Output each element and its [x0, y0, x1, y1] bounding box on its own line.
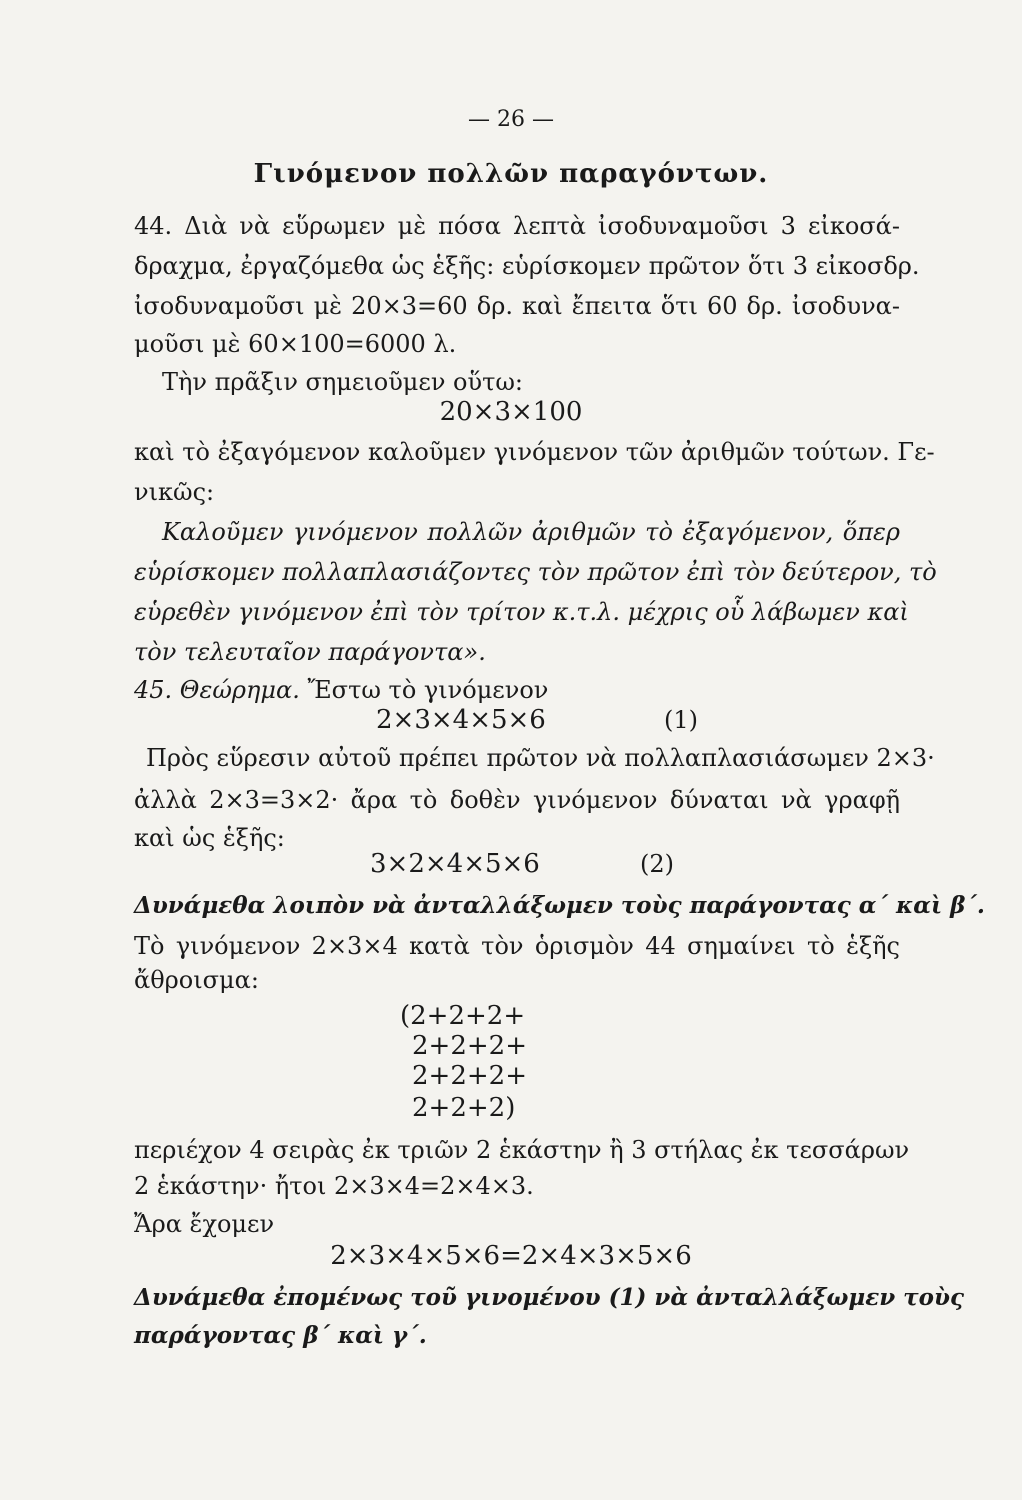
- definition-line-3: εὑρεθὲν γινόμενον ἐπὶ τὸν τρίτον κ.τ.λ. μέχρις οὗ λάβωμεν καὶ: [134, 598, 909, 626]
- sum-row-4: 2+2+2): [412, 1093, 516, 1123]
- s44-line-3: ἰσοδυναμοῦσι μὲ 20×3=60 δρ. καὶ ἔπειτα ὅτι 60 δρ. ἰσοδυνα-: [134, 292, 900, 320]
- sum-row-2: 2+2+2+: [412, 1031, 527, 1061]
- s45-line-1-rest: Ἔστω τὸ γινόμενον: [307, 676, 549, 704]
- statement-2-line-2: παράγοντας β΄ καὶ γ΄.: [134, 1322, 427, 1349]
- formula-3: 2×3×4×5×6=2×4×3×5×6: [330, 1241, 692, 1271]
- s44-formula: 20×3×100: [439, 397, 583, 427]
- s44-line-4: μοῦσι μὲ 60×100=6000 λ.: [134, 330, 457, 358]
- s45-line-6: ἄθροισμα:: [134, 966, 259, 994]
- sum-row-1: (2+2+2+: [400, 1001, 526, 1031]
- formula-1-number: (1): [664, 706, 698, 734]
- s45-line-4: καὶ ὡς ἑξῆς:: [134, 824, 285, 852]
- s44-line-7: νικῶς:: [134, 478, 215, 506]
- definition-line-2: εὑρίσκομεν πολλαπλασιάζοντες τὸν πρῶτον ἐπὶ τὸν δεύτερον, τὸ: [134, 558, 937, 586]
- s45-line-5: Τὸ γινόμενον 2×3×4 κατὰ τὸν ὁρισμὸν 44 σημαίνει τὸ ἑξῆς: [134, 932, 900, 960]
- s44-line-2: δραχμα, ἐργαζόμεθα ὡς ἑξῆς: εὑρίσκομεν πρῶτον ὅτι 3 εἰκοσδρ.: [134, 252, 920, 280]
- sum-row-3: 2+2+2+: [412, 1061, 527, 1091]
- s45-line-3: ἀλλὰ 2×3=3×2· ἄρα τὸ δοθὲν γινόμενον δύναται νὰ γραφῇ: [134, 786, 900, 814]
- s45-line-2: Πρὸς εὕρεσιν αὐτοῦ πρέπει πρῶτον νὰ πολλαπλασιάσωμεν 2×3·: [146, 744, 935, 772]
- theorem-label: 45. Θεώρημα.: [134, 676, 300, 704]
- statement-2-line-1: Δυνάμεθα ἐπομένως τοῦ γινομένου (1) νὰ ἀνταλλάξωμεν τοὺς: [134, 1284, 964, 1311]
- page-number: — 26 —: [468, 107, 554, 132]
- s44-line-6: καὶ τὸ ἐξαγόμενον καλοῦμεν γινόμενον τῶν ἀριθμῶν τούτων. Γε-: [134, 438, 935, 466]
- s45-line-9: Ἄρα ἔχομεν: [134, 1210, 275, 1238]
- s45-line-1: [134, 674, 548, 706]
- s44-line-5: Τὴν πρᾶξιν σημειοῦμεν οὕτω:: [162, 368, 524, 396]
- s45-line-7: περιέχον 4 σειρὰς ἐκ τριῶν 2 ἑκάστην ἢ 3 στήλας ἐκ τεσσάρων: [134, 1136, 910, 1164]
- formula-2-number: (2): [640, 850, 674, 878]
- definition-line-4: τὸν τελευταῖον παράγοντα».: [134, 638, 486, 666]
- section-heading: Γινόμενον πολλῶν παραγόντων.: [253, 159, 769, 189]
- s45-line-8: 2 ἑκάστην· ἤτοι 2×3×4=2×4×3.: [134, 1172, 534, 1200]
- s44-line-1: 44. Διὰ νὰ εὕρωμεν μὲ πόσα λεπτὰ ἰσοδυναμοῦσι 3 εἰκοσά-: [134, 212, 900, 240]
- statement-1: Δυνάμεθα λοιπὸν νὰ ἀνταλλάξωμεν τοὺς παράγοντας α΄ καὶ β΄.: [134, 892, 985, 919]
- definition-line-1: Καλοῦμεν γινόμενον πολλῶν ἀριθμῶν τὸ ἐξαγόμενον, ὅπερ: [162, 518, 900, 546]
- formula-2: 3×2×4×5×6: [370, 849, 540, 879]
- formula-1: 2×3×4×5×6: [376, 705, 546, 735]
